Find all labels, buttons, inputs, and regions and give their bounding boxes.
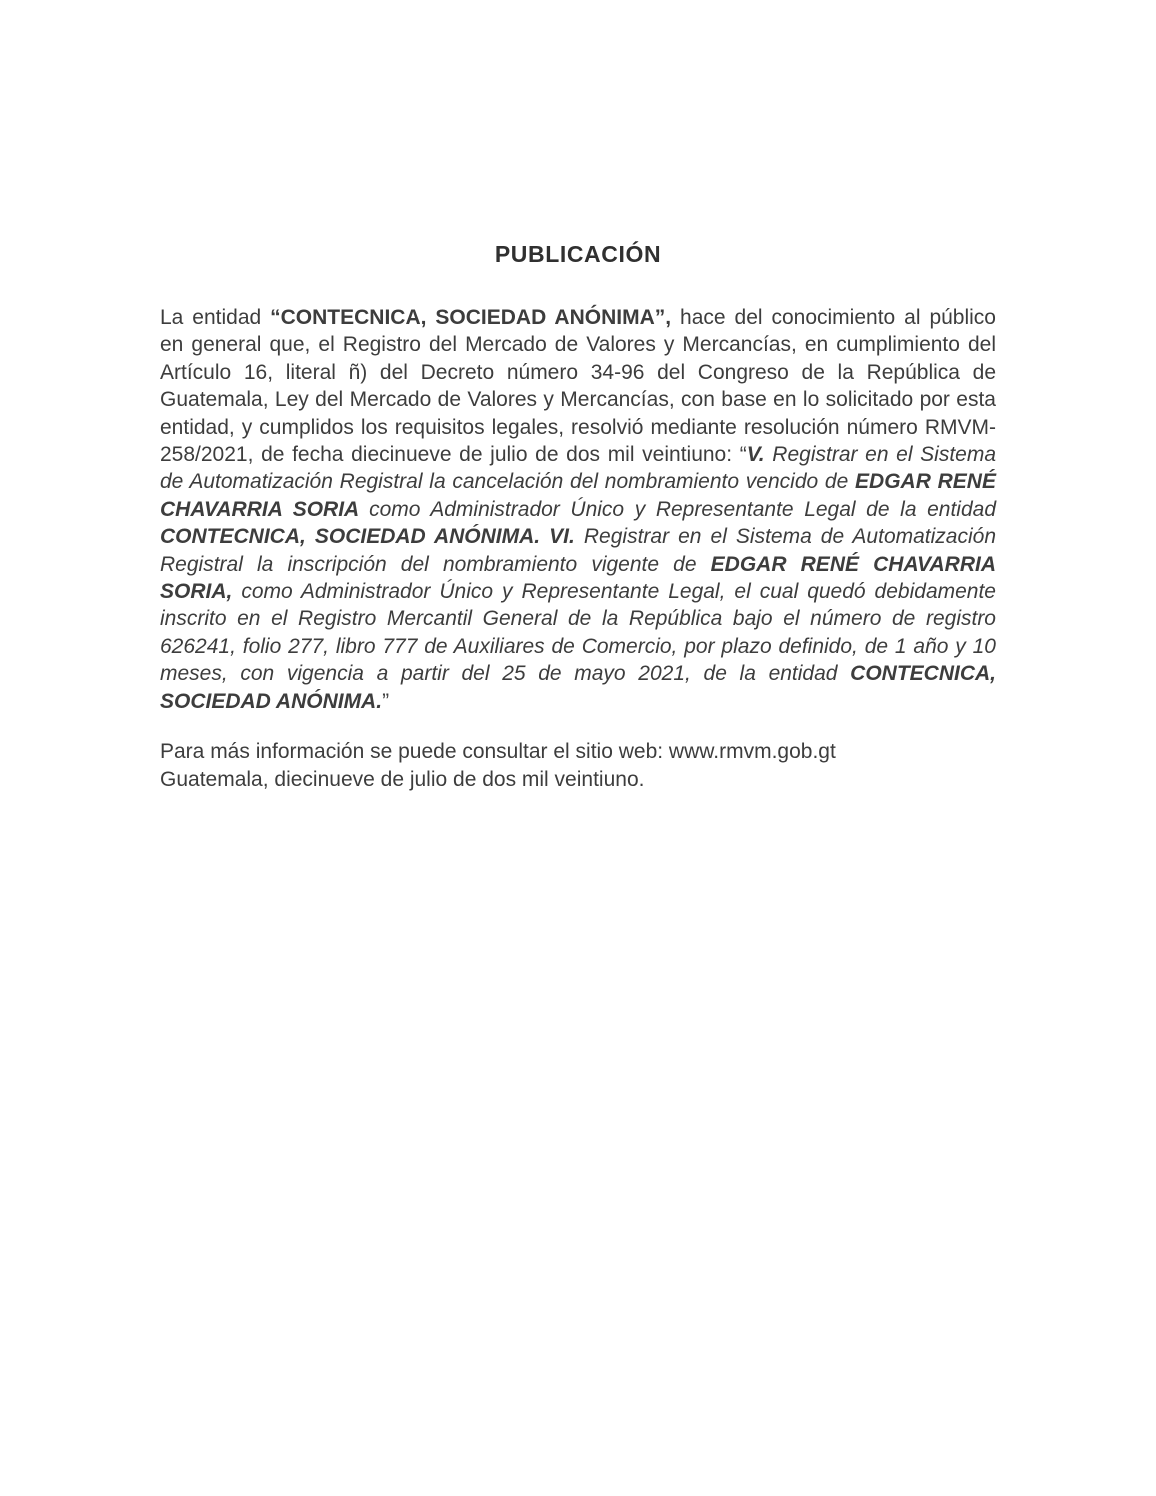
text-run: CONTECNICA, SOCIEDAD ANÓNIMA.	[160, 662, 1002, 713]
text-run: ”	[382, 689, 390, 713]
text-line: Guatemala, diecinueve de julio de dos mil veintiuno.	[160, 767, 645, 791]
text-run: EDGAR RENÉ CHAVARRIA SORIA	[160, 470, 1002, 521]
text-run: como Administrador Único y Representante Legal, el cual quedó debidamente inscrito en el Registro Mercantil General de la República bajo el número de registro 626241, folio 277, libro 777 de Auxiliares de Comercio, por plazo definido, de 1 año y 10 meses, con vigencia a partir del 25 de mayo 2021, de la entidad	[160, 580, 1002, 686]
text-run: V.	[746, 443, 773, 467]
text-run: “CONTECNICA, SOCIEDAD ANÓNIMA”,	[270, 306, 681, 329]
document-content	[160, 240, 1002, 793]
text-run: Registrar en el Sistema de Automatización Registral la inscripción del nombramiento vigente de	[160, 525, 1002, 576]
text-run: EDGAR RENÉ CHAVARRIA SORIA,	[160, 552, 1002, 604]
document-title: PUBLICACIÓN	[494, 241, 662, 267]
publication-body-paragraph	[160, 304, 1002, 715]
text-line: Para más información se puede consultar el sitio web: www.rmvm.gob.gt	[160, 740, 836, 764]
text-run: La entidad	[160, 306, 271, 329]
text-run: CONTECNICA, SOCIEDAD ANÓNIMA. VI.	[160, 525, 584, 549]
footer-info-paragraph	[160, 738, 996, 793]
text-run: hace del conocimiento al público en general que, el Registro del Mercado de Valores y Mercancías, en cumplimiento del Artículo 16, literal ñ) del Decreto número 34-96 del Congreso de la República de Guatemala, Ley del Mercado de Valores y Mercancías, con base en lo solicitado por esta entidad, y cumplidos los requisitos legales, resolvió mediante resolución número RMVM-258/2021, de fecha diecinueve de julio de dos mil veintiuno: “	[160, 306, 1002, 467]
text-run: Registrar en el Sistema de Automatización Registral la cancelación del nombramiento vencido de	[160, 443, 1002, 494]
text-run: como Administrador Único y Representante Legal de la entidad	[369, 497, 1002, 521]
